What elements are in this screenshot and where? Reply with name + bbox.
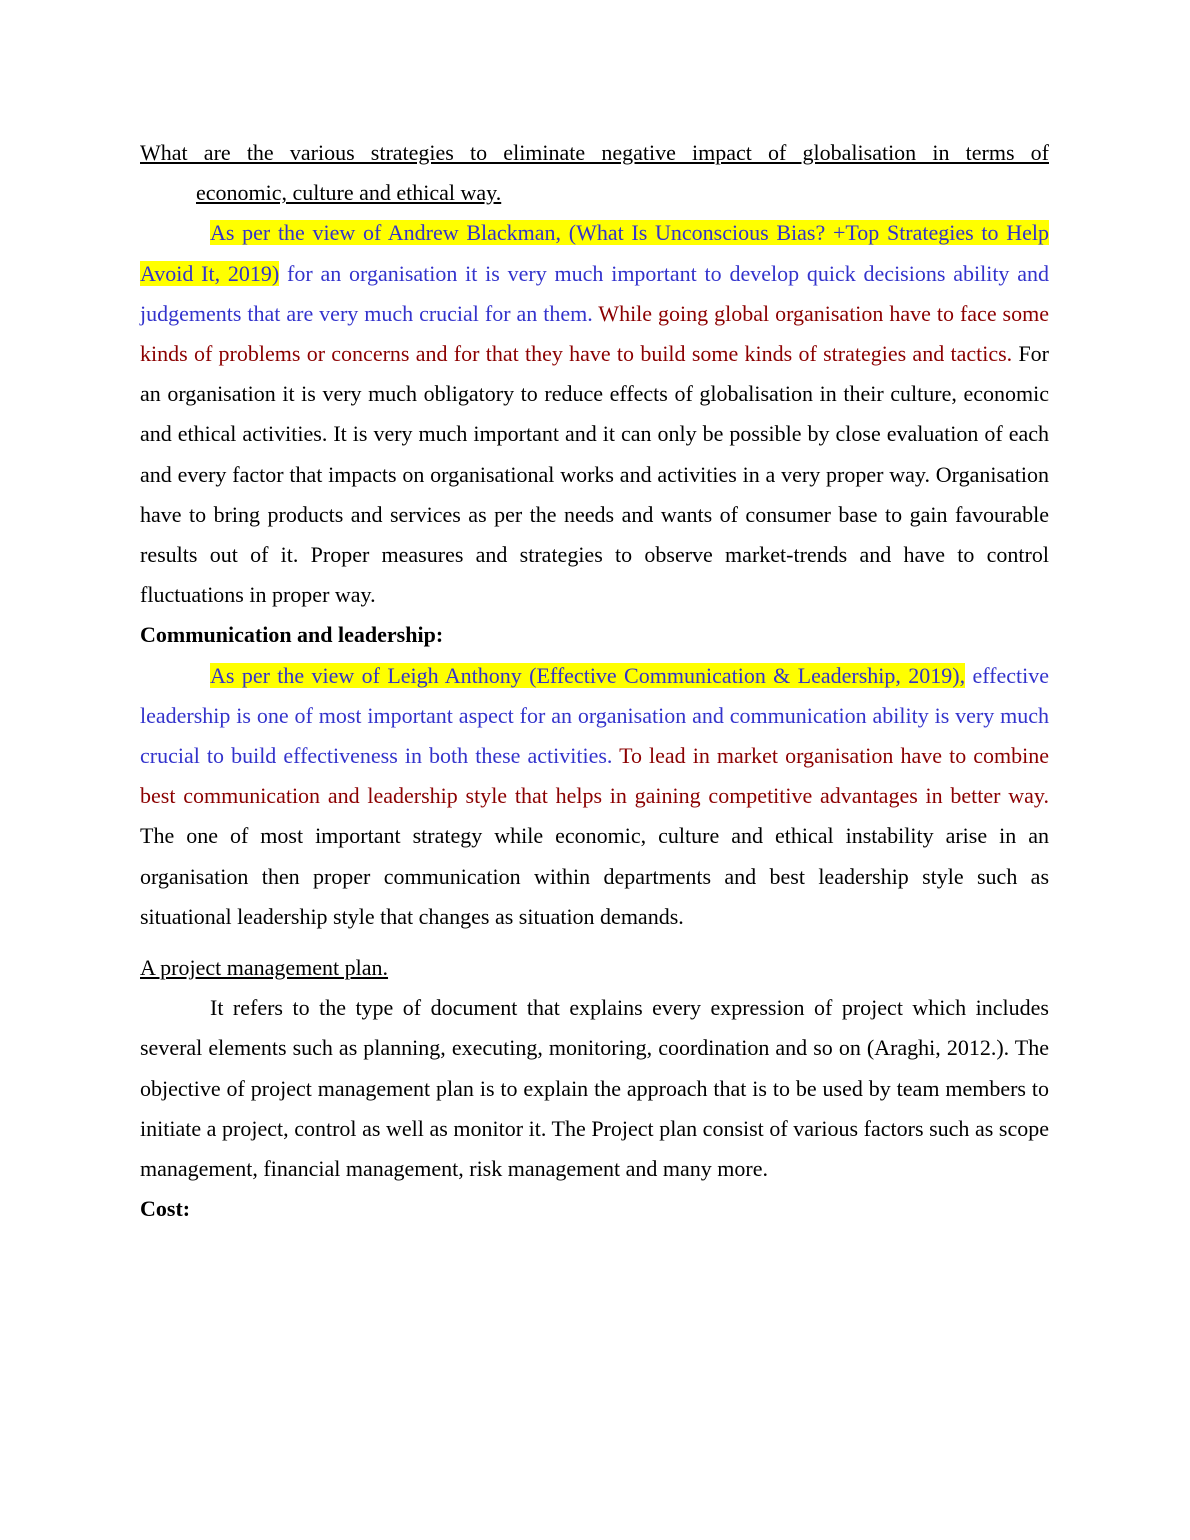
citation-anthony: As per the view of Leigh Anthony (Effective Communication & Leadership, 2019), (210, 662, 966, 688)
paragraph-project-plan: It refers to the type of document that explains every expression of project which includes several elements such as planning, executing, monitoring, coordination and so on (Araghi, 2012.). The objective of project management plan is to explain the approach that is to be used by team members to initiate a project, control as well as monitor it. The Project plan consist of various factors such as scope management, financial management, risk management and many more. (140, 995, 1049, 1182)
section-heading-strategies-continued: economic, culture and ethical way. (196, 180, 502, 206)
section-heading-cost: Cost: (140, 1196, 191, 1222)
paraphrase-text: effective leadership is one of most important aspect for an organisation and communication ability is very much crucial to build effectiveness in both these activities. (140, 662, 1049, 769)
paraphrase-text: for an organisation it is very much important to develop quick decisions ability and judgements that are very much crucial for an them. (140, 260, 1049, 326)
section-heading-communication: Communication and leadership: (140, 622, 444, 648)
paragraph-communication (140, 656, 1049, 937)
section-heading-strategies: What are the various strategies to eliminate negative impact of globalisation in terms of (140, 140, 1049, 165)
analysis-text: While going global organisation have to face some kinds of problems or concerns and for that they have to build some kinds of strategies and tactics. (140, 300, 1049, 367)
document-page (140, 133, 1049, 1229)
body-text: The one of most important strategy while economic, culture and ethical instability arise in an organisation then proper communication within departments and best leadership style such as situational leadership style that changes as situation demands. (140, 823, 1049, 929)
paragraph-strategies (140, 213, 1049, 615)
citation-blackman: As per the view of Andrew Blackman, (What Is Unconscious Bias? +Top Strategies to Help Avoid It, 2019) (140, 220, 1049, 286)
paragraph-spacer (140, 937, 1049, 948)
body-text: For an organisation it is very much obligatory to reduce effects of globalisation in their culture, economic and ethical activities. It is very much important and it can only be possible by close evaluation of each and every factor that impacts on organisational works and activities in a very proper way. Organisation have to bring products and services as per the needs and wants of consumer base to gain favourable results out of it. Proper measures and strategies to observe market-trends and have to control fluctuations in proper way. (140, 341, 1050, 608)
section-heading-project-plan: A project management plan. (140, 955, 389, 981)
analysis-text: To lead in market organisation have to combine best communication and leadership style that helps in gaining competitive advantages in better way. (140, 743, 1050, 809)
